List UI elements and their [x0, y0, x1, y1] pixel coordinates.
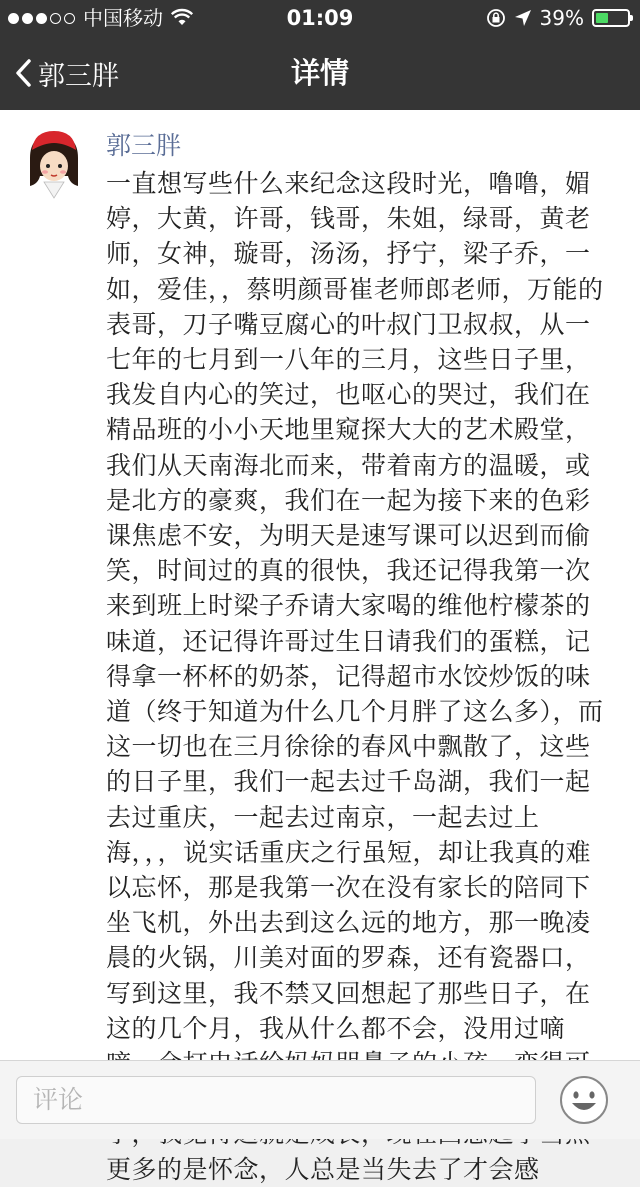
page-title: 详情 [290, 56, 349, 90]
post-author-name[interactable]: 郭三胖 [106, 131, 182, 160]
emoji-smiley-icon[interactable] [559, 1075, 609, 1125]
clock: 01:09 [286, 6, 354, 30]
carrier-name: 中国移动 [83, 6, 163, 30]
post-text: 一直想写些什么来纪念这段时光，噜噜，媚婷，大黄，许哥，钱哥，朱姐，绿哥，黄老师，女神，璇哥，汤汤，抒宁，梁子乔，一如，爱佳，，蔡明颜哥崔老师郎老师，万能的表哥，刀子嘴豆腐心的叶叔门卫叔叔，从一七年的七月到一八年的三月，这些日子里，我发自内心的笑过，也呕心的哭过，我们在精品班的小小天地里窥探大大的艺术殿堂，我们从天南海北而来，带着南方的温暖，或是北方的豪爽，我们在一起为接下来的色彩课焦虑不安，为明天是速写课可以迟到而偷笑，时间过的真的很快，我还记得我第一次来到班上时梁子乔请大家喝的维他柠檬茶的味道，还记得许哥过生日请我们的蛋糕，记得拿一杯杯的奶茶，记得超市水饺炒饭的味道（终于知道为什么几个月胖了这么多），而这一切也在三月徐徐的春风中飘散了，这些的日子里，我们一起去过千岛湖，我们一起去过重庆，一起去过南京，一起去过上海，，，说实话重庆之行虽短，却让我真的难以忘怀，那是我第一次在没有家长的陪同下坐飞机，外出去到这么远的地方，那一晚凌晨的火锅，川美对面的罗森，还有瓷器口，写到这里，我不禁又回想起了那些日子，在这的几个月，我从什么都不会，没用过嘀 更多的是怀念，人总是当失去了才会感 [106, 169, 604, 1184]
comment-input[interactable]: 评论 [16, 1076, 536, 1124]
location-arrow-icon [514, 9, 532, 27]
status-bar [0, 0, 640, 36]
back-button-label: 郭三胖 [38, 60, 119, 92]
comment-bar [0, 1060, 640, 1139]
battery-percent: 39% [539, 6, 584, 30]
avatar[interactable] [24, 128, 84, 200]
top-bar [0, 0, 640, 110]
rotation-lock-icon [486, 8, 506, 28]
navigation-bar [0, 36, 640, 110]
battery-icon [592, 9, 630, 27]
